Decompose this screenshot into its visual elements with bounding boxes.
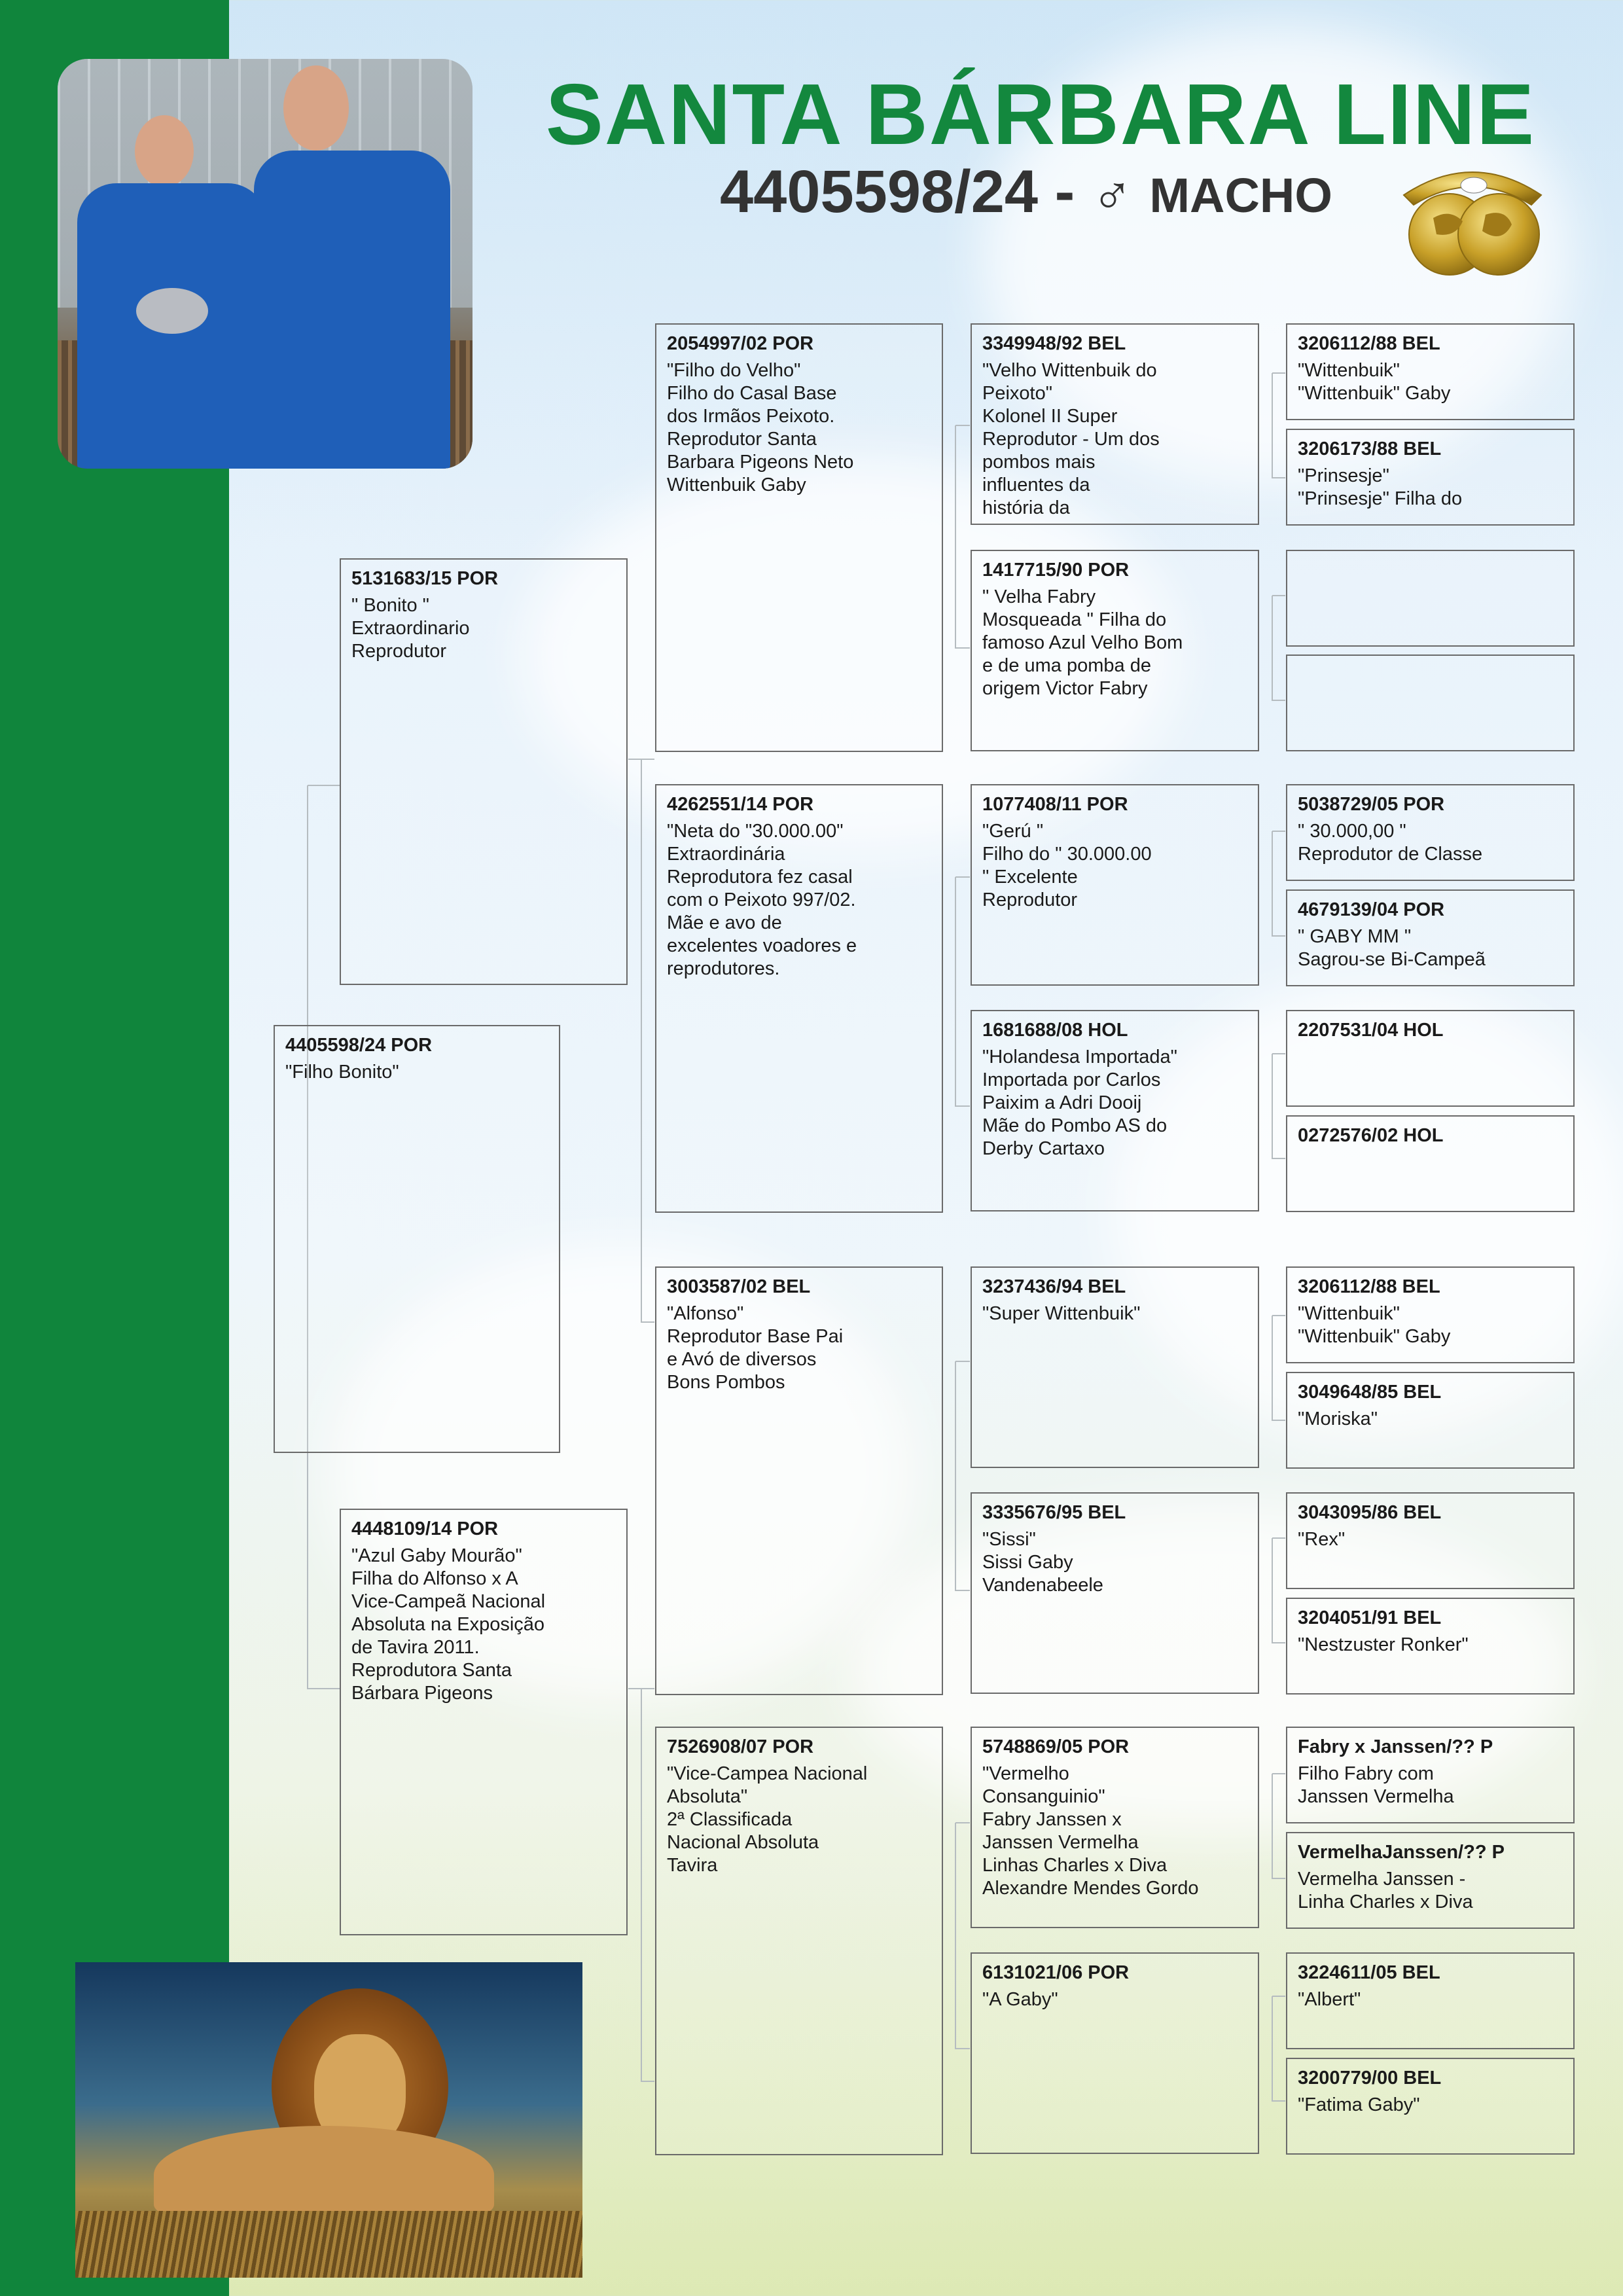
- lion-body: [154, 2126, 494, 2224]
- bird-description: "Moriska": [1298, 1408, 1378, 1429]
- bird-description: "Super Wittenbuik": [982, 1303, 1141, 1324]
- pedigree-box-ancestor: [1286, 1727, 1575, 1823]
- ring-id: VermelhaJanssen/?? P: [1298, 1842, 1505, 1863]
- ring-id: 3049648/85 BEL: [1298, 1382, 1442, 1403]
- ring-id: 5131683/15 POR: [351, 568, 499, 589]
- bird-description: " GABY MM " Sagrou-se Bi-Campeã: [1298, 926, 1486, 970]
- ring-id: Fabry x Janssen/?? P: [1298, 1736, 1493, 1757]
- pedigree-box-ancestor: [1286, 1115, 1575, 1212]
- ring-id: 4405598/24 POR: [285, 1035, 433, 1056]
- bird-description: "Filho do Velho" Filho do Casal Base dos Irmãos Peixoto. Reprodutor Santa Barbara Pigeons Neto Wittenbuik Gaby: [667, 360, 854, 495]
- bird-description: Vermelha Janssen - Linha Charles x Diva: [1298, 1869, 1473, 1912]
- ring-id: 3200779/00 BEL: [1298, 2068, 1442, 2089]
- ring-id: 2207531/04 HOL: [1298, 1020, 1444, 1041]
- bird-description: "Velho Wittenbuik do Peixoto" Kolonel II Super Reprodutor - Um dos pombos mais influentes da história da: [982, 360, 1160, 518]
- pedigree-box-ancestor: [1286, 1492, 1575, 1589]
- pedigree-box-great-grandparent: [971, 1266, 1259, 1468]
- ring-id: 1417715/90 POR: [982, 560, 1130, 581]
- bird-description: "Albert": [1298, 1989, 1361, 2010]
- pedigree-box-ancestor: [1286, 323, 1575, 420]
- pedigree-box-ancestor: [1286, 784, 1575, 881]
- pedigree-box-great-grandparent: [971, 1952, 1259, 2154]
- pedigree-box-grandparent: [655, 323, 943, 752]
- pedigree-box-ancestor: [1286, 1372, 1575, 1469]
- bird-description: "Vermelho Consanguinio" Fabry Janssen x Janssen Vermelha Linhas Charles x Diva Alexandre Mendes Gordo: [982, 1763, 1199, 1899]
- bird-description: "Sissi" Sissi Gaby Vandenabeele: [982, 1529, 1103, 1596]
- pedigree-box-ancestor: [1286, 889, 1575, 986]
- pedigree-box-ancestor: [1286, 1598, 1575, 1695]
- page-title: SANTA BÁRBARA LINE: [545, 66, 1536, 162]
- pedigree-box-great-grandparent: [971, 1010, 1259, 1211]
- dash: -: [1054, 158, 1075, 225]
- pedigree-box-dam: [340, 1509, 628, 1935]
- pedigree-box-ancestor: [1286, 1832, 1575, 1929]
- ring-id: 4448109/14 POR: [351, 1518, 499, 1539]
- ring-id: 5038729/05 POR: [1298, 794, 1445, 815]
- bird-description: "Wittenbuik" "Wittenbuik" Gaby: [1298, 360, 1451, 404]
- pedigree-box-grandparent: [655, 784, 943, 1213]
- bird-description: "Neta do "30.000.00" Extraordinária Reprodutora fez casal com o Peixoto 997/02. Mãe e avo de excelentes voadores e reprodutores.: [667, 821, 857, 979]
- bird-description: "Holandesa Importada" Importada por Carlos Paixim a Adri Dooij Mãe do Pombo AS do Derby Cartaxo: [982, 1047, 1177, 1159]
- ring-id: 4679139/04 POR: [1298, 899, 1445, 920]
- pedigree-box-ancestor: [1286, 2058, 1575, 2155]
- bird-description: "Azul Gaby Mourão" Filha do Alfonso x A Vice-Campeã Nacional Absoluta na Exposição de Tavira 2011. Reprodutora Santa Bárbara Pigeons: [351, 1545, 546, 1704]
- lion-photo: [75, 1962, 582, 2278]
- bird-description: "A Gaby": [982, 1989, 1058, 2010]
- ring-id: 2054997/02 POR: [667, 333, 814, 354]
- pedigree-box-great-grandparent: [971, 1492, 1259, 1694]
- pedigree-box-ancestor: [1286, 429, 1575, 526]
- pedigree-box-great-grandparent: [971, 323, 1259, 525]
- bird-description: "Filho Bonito": [285, 1062, 399, 1083]
- ring-id: 3206173/88 BEL: [1298, 439, 1442, 459]
- pedigree-box-ancestor: [1286, 1952, 1575, 2049]
- pedigree-box-grandparent: [655, 1727, 943, 2155]
- bird-description: "Prinsesje" "Prinsesje" Filha do: [1298, 465, 1463, 509]
- pedigree-box-ancestor: [1286, 1010, 1575, 1107]
- pedigree-box-ancestor-empty: [1286, 550, 1575, 647]
- pedigree-box-grandparent: [655, 1266, 943, 1695]
- ring-id: 3003587/02 BEL: [667, 1276, 811, 1297]
- bird-description: Filho Fabry com Janssen Vermelha: [1298, 1763, 1454, 1807]
- ring-id: 5748869/05 POR: [982, 1736, 1130, 1757]
- ring-id: 3204051/91 BEL: [1298, 1607, 1442, 1628]
- bird-description: "Alfonso" Reprodutor Base Pai e Avó de diversos Bons Pombos: [667, 1303, 844, 1393]
- bird-description: "Nestzuster Ronker": [1298, 1634, 1469, 1655]
- bird-description: "Fatima Gaby": [1298, 2094, 1420, 2115]
- pedigree-box-sire: [340, 558, 628, 985]
- pedigree-box-great-grandparent: [971, 1727, 1259, 1928]
- ring-id: 3335676/95 BEL: [982, 1502, 1126, 1523]
- ring-id: 1077408/11 POR: [982, 794, 1128, 815]
- ring-id: 3237436/94 BEL: [982, 1276, 1126, 1297]
- ring-id: 3043095/86 BEL: [1298, 1502, 1442, 1523]
- bird-description: "Vice-Campea Nacional Absoluta" 2ª Classificada Nacional Absoluta Tavira: [667, 1763, 868, 1876]
- ring-id: 4262551/14 POR: [667, 794, 814, 815]
- bird-description: "Wittenbuik" "Wittenbuik" Gaby: [1298, 1303, 1451, 1347]
- ring-id: 3206112/88 BEL: [1298, 333, 1440, 354]
- pedigree-box-great-grandparent: [971, 550, 1259, 751]
- pedigree-box-ancestor-empty: [1286, 655, 1575, 751]
- ring-id: 0272576/02 HOL: [1298, 1125, 1444, 1146]
- bird-description: " Velha Fabry Mosqueada " Filha do famoso Azul Velho Bom e de uma pomba de origem Victor Fabry: [982, 586, 1183, 699]
- bird-description: " Bonito " Extraordinario Reprodutor: [351, 595, 470, 662]
- ring-id: 3206112/88 BEL: [1298, 1276, 1440, 1297]
- ring-id: 6131021/06 POR: [982, 1962, 1130, 1983]
- bird-description: "Rex": [1298, 1529, 1346, 1550]
- ring-id: 7526908/07 POR: [667, 1736, 814, 1757]
- ring-id: 3349948/92 BEL: [982, 333, 1126, 354]
- bird-description: " 30.000,00 " Reprodutor de Classe: [1298, 821, 1483, 865]
- ring-id: 3224611/05 BEL: [1298, 1962, 1440, 1983]
- ring-number: 4405598/24: [720, 158, 1039, 225]
- bird-description: "Gerú " Filho do " 30.000.00 " Excelente Reprodutor: [982, 821, 1152, 910]
- pedigree-box-great-grandparent: [971, 784, 1259, 986]
- pedigree-box-subject: [274, 1025, 560, 1453]
- sex-label: MACHO: [1149, 168, 1332, 223]
- pedigree-box-ancestor: [1286, 1266, 1575, 1363]
- male-symbol-icon: ♂: [1091, 162, 1133, 224]
- ring-id: 1681688/08 HOL: [982, 1020, 1128, 1041]
- grass: [75, 2211, 582, 2278]
